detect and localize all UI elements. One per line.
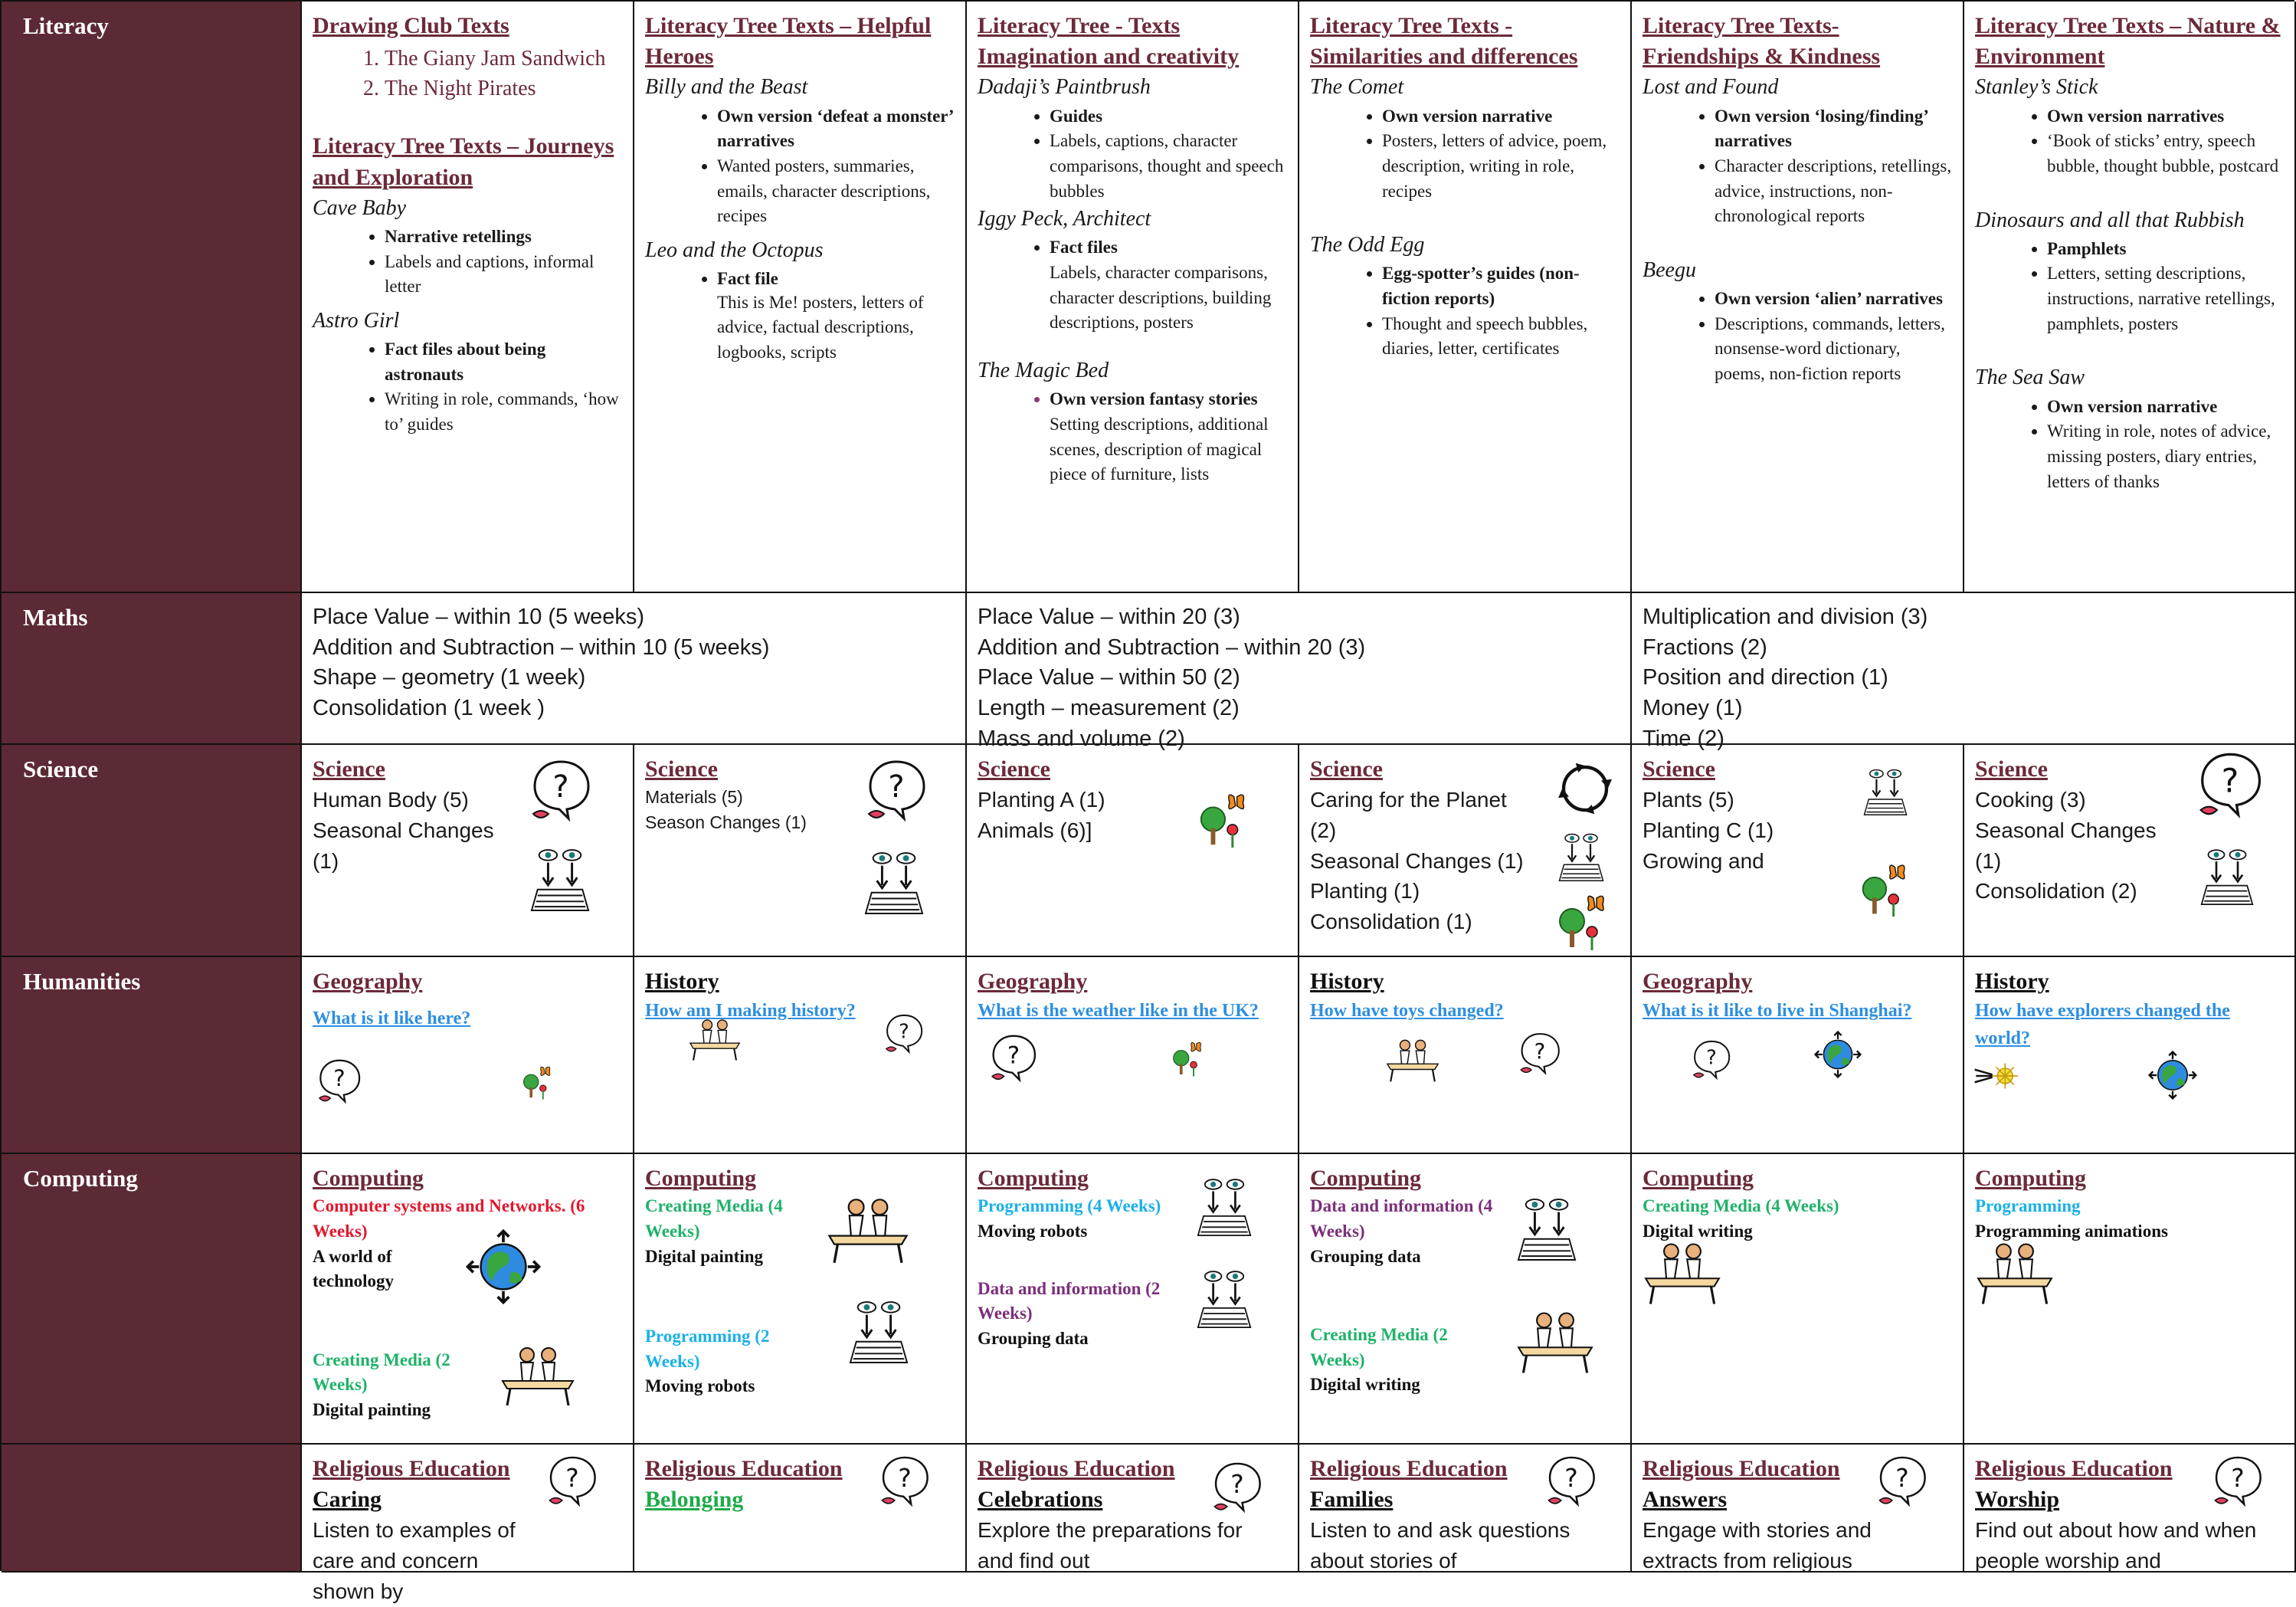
list-item: • Character descriptions, retellings, advice, instructions, non-chronological reports [1715, 154, 1952, 229]
globe-icon [466, 1229, 541, 1304]
re-description: Listen to examples of care and concern shown by [313, 1518, 516, 1603]
people-icon [826, 1197, 910, 1264]
list-item: • ‘Book of sticks’ entry, speech bubble, thought bubble, postcard [2047, 129, 2284, 179]
book-title: The Odd Egg [1310, 233, 1425, 257]
question-icon [1546, 1454, 1597, 1510]
re-heading: Religious Education [1975, 1456, 2173, 1481]
re-heading: Religious Education [313, 1456, 510, 1481]
heading-part: - Similarities and differences [1310, 13, 1578, 70]
bullet-list [1310, 104, 1620, 205]
globe-icon [2148, 1051, 2197, 1100]
unit-topic: Digital painting [313, 1400, 431, 1420]
observe-icon [1863, 768, 1908, 818]
science-cell-5 [1632, 745, 1964, 957]
science-item: Planting (1) [1310, 879, 1420, 904]
unit-topic: Moving robots [978, 1221, 1088, 1241]
book-title: Cave Baby [313, 195, 407, 220]
observe-icon [1197, 1269, 1252, 1332]
question-icon [884, 1012, 924, 1057]
activity-text: Labels, character comparisons, character descriptions, building descriptions, posters [1050, 263, 1272, 333]
unit-topic: A world of technology [313, 1246, 395, 1291]
row-label-science: Science [2, 745, 302, 957]
heading-part: Literacy Tree Texts [1310, 13, 1499, 38]
humanities-cell-2 [634, 957, 967, 1154]
science-heading: Science [1975, 756, 2048, 782]
literacy-heading: Drawing Club Texts [313, 13, 509, 38]
maths-item: Length – measurement (2) [978, 696, 1240, 721]
list-item: • Labels, captions, character comparisons, thought and speech bubbles [1050, 129, 1287, 204]
list-item: • Own version ‘losing/finding’ narratives [1715, 104, 1952, 154]
re-topic: Answers [1643, 1487, 1727, 1513]
topic-link[interactable]: How am I making history? [645, 1001, 856, 1022]
list-item: • Own version narrative [2047, 395, 2284, 420]
observe-icon [849, 1300, 909, 1367]
unit-topic: Grouping data [1310, 1246, 1421, 1266]
maths-item: Place Value – within 20 (3) [978, 605, 1240, 629]
computing-cell-1 [302, 1154, 634, 1445]
science-cell-1 [302, 745, 634, 957]
unit-title: Data and information (4 Weeks) [1310, 1196, 1493, 1241]
science-cell-6 [1964, 745, 2296, 957]
computing-heading: Computing [313, 1166, 424, 1191]
science-heading: Science [1643, 756, 1715, 782]
re-topic: Caring [313, 1487, 382, 1513]
row-label-computing: Computing [2, 1154, 302, 1445]
re-heading: Religious Education [645, 1456, 843, 1481]
observe-icon [1197, 1177, 1252, 1240]
nature-icon [1171, 1040, 1209, 1078]
recycle-icon [1558, 762, 1612, 815]
list-item: • Fact files [1050, 235, 1287, 261]
question-icon [1518, 1031, 1561, 1078]
book-title: Beegu [1643, 257, 1696, 282]
maths-item: Addition and Subtraction – within 20 (3) [978, 635, 1366, 660]
unit-title: Creating Media (4 Weeks) [645, 1196, 783, 1241]
unit-title: Programming (4 Weeks) [978, 1196, 1161, 1216]
re-heading: Religious Education [978, 1456, 1175, 1481]
science-item: Planting A (1) [978, 788, 1105, 812]
list-item: • Narrative retellings [385, 225, 622, 250]
humanities-heading: Geography [978, 969, 1088, 994]
science-item: Cooking (3) [1975, 788, 2086, 812]
computing-cell-5 [1632, 1154, 1964, 1445]
list-item: • Own version ‘defeat a monster’ narratives [717, 104, 955, 154]
book-title: Astro Girl [313, 308, 400, 333]
list-item: • Writing in role, commands, ‘how to’ guides [385, 387, 622, 437]
bullet-list [645, 267, 955, 292]
re-description: Find out about how and when people worship and [1975, 1518, 2257, 1573]
maths-item: Money (1) [1643, 696, 1743, 721]
book-title: The Comet [1310, 75, 1404, 100]
book-title: Billy and the Beast [645, 75, 808, 100]
unit-title: Programming [1975, 1196, 2081, 1216]
re-cell-1 [302, 1445, 634, 1603]
list-item: • Own version narrative [1382, 104, 1620, 130]
maths-item: Shape – geometry (1 week) [313, 665, 586, 690]
row-label-re [2, 1445, 302, 1573]
topic-link[interactable]: How have toys changed? [1310, 1001, 1504, 1022]
list-item: • Thought and speech bubbles, diaries, letter, certificates [1382, 312, 1620, 362]
literacy-heading: Literacy Tree Texts- Friendships & Kindness [1643, 13, 1881, 70]
bullet-list [1975, 395, 2284, 495]
bullet-list [1643, 104, 1952, 229]
unit-title: Computer systems and Networks. (6 Weeks) [313, 1196, 585, 1241]
unit-title: Creating Media (2 Weeks) [313, 1350, 450, 1395]
book-title: Lost and Found [1643, 75, 1779, 100]
maths-autumn [302, 593, 967, 745]
question-icon [2197, 749, 2263, 823]
re-cell-3 [967, 1445, 1299, 1573]
literacy-heading: Literacy Tree Texts – Nature & Environment [1975, 13, 2281, 70]
bullet-list [313, 225, 622, 300]
observe-icon [2200, 848, 2254, 909]
science-heading: Science [978, 756, 1050, 782]
explore-icon [1973, 1057, 2024, 1095]
row-label-literacy: Literacy [2, 2, 302, 593]
humanities-heading: History [1310, 969, 1384, 994]
list-item: • Writing in role, notes of advice, missing posters, diary entries, letters of thanks [2047, 419, 2284, 494]
nature-icon [1197, 791, 1256, 851]
unit-topic: Moving robots [645, 1376, 755, 1396]
list-item: • Pamphlets [2047, 237, 2284, 262]
book-title: Iggy Peck, Architect [978, 207, 1151, 231]
re-topic: Families [1310, 1487, 1394, 1513]
humanities-cell-1 [302, 957, 634, 1154]
science-item: Materials (5) [645, 787, 743, 808]
science-heading: Science [313, 756, 385, 782]
science-heading: Science [1310, 756, 1383, 782]
book-title: The Magic Bed [978, 359, 1109, 382]
humanities-cell-3 [967, 957, 1299, 1154]
book-title: Dinosaurs and all that Rubbish [1975, 208, 2245, 232]
computing-heading: Computing [645, 1166, 757, 1191]
humanities-heading: History [1975, 969, 2049, 994]
re-description: Explore the preparations for and find out [978, 1518, 1243, 1573]
bullet-list [313, 337, 622, 438]
science-cell-2 [634, 745, 967, 957]
re-description: Listen to and ask questions about stories of [1310, 1518, 1571, 1573]
unit-topic: Digital writing [1643, 1221, 1753, 1241]
re-heading: Religious Education [1310, 1456, 1508, 1481]
humanities-cell-4 [1299, 957, 1632, 1154]
literacy-cell-5 [1632, 2, 1964, 593]
question-icon [990, 1032, 1037, 1086]
bullet-list [1975, 104, 2284, 179]
humanities-heading: History [645, 969, 719, 994]
people-icon [1975, 1241, 2055, 1306]
question-icon [1212, 1460, 1263, 1517]
humanities-heading: Geography [313, 969, 423, 994]
re-topic: Worship [1975, 1487, 2060, 1513]
science-item: Caring for the Planet (2) [1310, 788, 1507, 842]
literacy-cell-1 [302, 2, 634, 593]
computing-heading: Computing [978, 1166, 1089, 1191]
people-icon [499, 1346, 576, 1407]
list-item: • Posters, letters of advice, poem, description, writing in role, recipes [1382, 129, 1620, 204]
science-item: Growing and [1643, 848, 1764, 873]
book-title: The Sea Saw [1975, 366, 2085, 390]
computing-cell-4 [1299, 1154, 1632, 1445]
question-icon [1877, 1454, 1928, 1510]
topic-link[interactable]: What is the weather like in the UK? [978, 1001, 1259, 1022]
nature-icon [1555, 892, 1616, 953]
bullet-list [1310, 261, 1620, 362]
list-item: • Labels and captions, informal letter [385, 250, 622, 300]
list-item: • Own version ‘alien’ narratives [1715, 287, 1952, 312]
topic-link[interactable]: What is it like here? [313, 1008, 471, 1029]
literacy-heading: Literacy Tree - Texts Imagination and creativity [978, 13, 1240, 70]
science-item: Animals (6)] [978, 818, 1092, 842]
list-item: • Letters, setting descriptions, instructions, narrative retellings, pamphlets, posters [2047, 261, 2284, 336]
unit-topic: Grouping data [978, 1328, 1089, 1348]
row-label-maths: Maths [2, 593, 302, 745]
re-cell-6 [1964, 1445, 2296, 1573]
science-item: Plants (5) [1643, 788, 1734, 812]
question-icon [2212, 1454, 2263, 1510]
literacy-cell-3 [967, 2, 1299, 593]
bullet-list [1975, 237, 2284, 337]
maths-item: Fractions (2) [1643, 635, 1767, 660]
science-item: Human Body (5) [313, 788, 469, 812]
computing-heading: Computing [1310, 1166, 1422, 1191]
maths-item: Addition and Subtraction – within 10 (5 weeks) [313, 635, 770, 660]
list-item: • Own version fantasy stories [1050, 387, 1287, 412]
unit-topic: Digital painting [645, 1246, 764, 1266]
bullet-list [645, 104, 955, 229]
computing-cell-6 [1964, 1154, 2296, 1445]
humanities-cell-5 [1632, 957, 1964, 1154]
unit-title: Creating Media (4 Weeks) [1643, 1196, 1839, 1216]
maths-item: Multiplication and division (3) [1643, 605, 1928, 629]
bullet-list [978, 104, 1287, 205]
book-title: Stanley’s Stick [1975, 75, 2098, 100]
observe-icon [864, 851, 924, 918]
book-list [313, 44, 622, 103]
humanities-heading: Geography [1643, 969, 1753, 994]
list-item: • Wanted posters, summaries, emails, character descriptions, recipes [717, 154, 955, 229]
computing-heading: Computing [1643, 1166, 1754, 1191]
re-cell-4 [1299, 1445, 1632, 1573]
literacy-cell-2 [634, 2, 967, 593]
science-item: Consolidation (1) [1310, 910, 1472, 934]
people-icon [1643, 1241, 1722, 1306]
literacy-cell-4 [1299, 2, 1632, 593]
question-icon [530, 757, 591, 826]
unit-title: Programming (2 Weeks) [645, 1327, 770, 1371]
row-label-humanities: Humanities [2, 957, 302, 1154]
maths-summer [1632, 593, 2296, 751]
re-heading: Religious Education [1643, 1456, 1840, 1481]
computing-cell-3 [967, 1154, 1299, 1445]
literacy-heading: Literacy Tree Texts – Journeys and Exploration [313, 133, 614, 190]
list-item: • Fact file [717, 267, 955, 292]
science-item: Planting C (1) [1643, 818, 1774, 842]
topic-link[interactable]: How have explorers changed the world? [1975, 1001, 2230, 1049]
list-item: • Fact files about being astronauts [385, 337, 622, 387]
bullet-list [978, 387, 1287, 412]
literacy-cell-6 [1964, 2, 2296, 593]
question-icon [866, 757, 927, 826]
observe-icon [530, 848, 590, 915]
re-cell-2 [634, 1445, 967, 1573]
list-item: 1. The Giany Jam Sandwich [385, 44, 622, 74]
people-icon [1515, 1310, 1595, 1375]
maths-item: Time (2) [1643, 726, 1724, 751]
question-icon [547, 1454, 598, 1510]
maths-item: Mass and volume (2) [978, 726, 1185, 751]
computing-cell-2 [634, 1154, 967, 1445]
literacy-heading [1310, 11, 1620, 72]
book-title: Leo and the Octopus [645, 238, 824, 262]
activity-text: This is Me! posters, letters of advice, factual descriptions, logbooks, scripts [717, 292, 924, 362]
maths-item: Place Value – within 50 (2) [978, 665, 1240, 690]
question-icon [317, 1057, 362, 1107]
globe-icon [1814, 1031, 1862, 1078]
unit-title: Data and information (2 Weeks) [978, 1278, 1161, 1323]
list-item: 2. The Night Pirates [385, 74, 622, 104]
science-heading: Science [645, 756, 718, 782]
science-item: Seasonal Changes (1) [1975, 818, 2157, 873]
unit-title: Creating Media (2 Weeks) [1310, 1325, 1448, 1369]
science-cell-4 [1299, 745, 1632, 957]
activity-text: Setting descriptions, additional scenes, description of magical piece of furniture, lists [1050, 414, 1269, 484]
maths-item: Place Value – within 10 (5 weeks) [313, 605, 645, 629]
computing-heading: Computing [1975, 1166, 2087, 1191]
maths-spring [967, 593, 1632, 751]
unit-topic: Programming animations [1975, 1221, 2168, 1241]
list-item: • Guides [1050, 104, 1287, 130]
science-item: Seasonal Changes (1) [313, 818, 494, 873]
unit-topic: Digital writing [1310, 1375, 1420, 1395]
re-topic: Belonging [645, 1487, 744, 1513]
science-item: Consolidation (2) [1975, 879, 2137, 904]
question-icon [879, 1454, 930, 1510]
nature-icon [521, 1064, 558, 1101]
list-item: • Own version narratives [2047, 104, 2284, 130]
science-cell-3 [967, 745, 1299, 957]
re-cell-5 [1632, 1445, 1964, 1573]
book-title: Dadaji’s Paintbrush [978, 75, 1151, 100]
topic-link[interactable]: What is it like to live in Shanghai? [1643, 1001, 1912, 1022]
nature-icon [1859, 861, 1917, 920]
science-item: Season Changes (1) [645, 812, 807, 832]
observe-icon [1558, 832, 1604, 884]
maths-item: Consolidation (1 week ) [313, 696, 545, 721]
people-icon [688, 1018, 742, 1061]
re-description: Engage with stories and extracts from religious [1643, 1518, 1872, 1573]
bullet-list [1643, 287, 1952, 387]
maths-item: Position and direction (1) [1643, 665, 1888, 690]
list-item: • Egg-spotter’s guides (non-fiction reports) [1382, 261, 1620, 311]
observe-icon [1517, 1197, 1577, 1264]
literacy-heading: Literacy Tree Texts – Helpful Heroes [645, 13, 932, 70]
bullet-list [978, 235, 1287, 261]
list-item: • Descriptions, commands, letters, nonsense-word dictionary, poems, non-fiction reports [1715, 312, 1952, 387]
science-item: Seasonal Changes (1) [1310, 848, 1524, 873]
question-icon [1692, 1038, 1731, 1083]
people-icon [1385, 1038, 1440, 1083]
humanities-cell-6 [1964, 957, 2296, 1154]
re-topic: Celebrations [978, 1487, 1103, 1513]
